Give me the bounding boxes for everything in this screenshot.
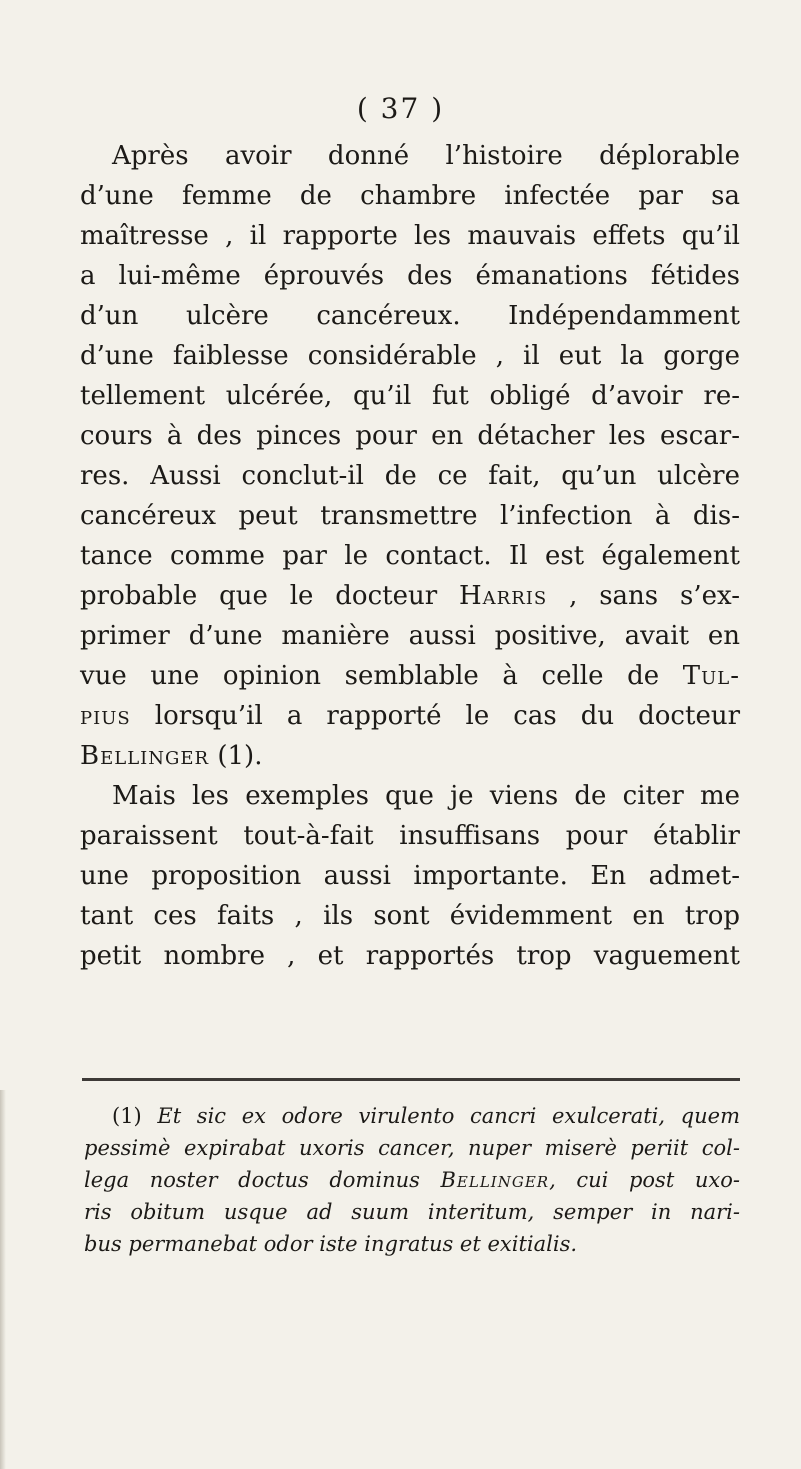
footnote-line: pessimè expirabat uxoris cancer, nuper miserè periit col-	[84, 1136, 740, 1160]
text-line: tellement ulcérée, qu’il fut obligé d’avoir re-	[80, 381, 740, 411]
text-line: maîtresse , il rapporte les mauvais effets qu’il	[80, 221, 740, 251]
text-line: a lui-même éprouvés des émanations fétides	[80, 261, 740, 291]
author-name-tulpius-cont: pius	[80, 701, 131, 731]
text-line: d’une femme de chambre infectée par sa	[80, 181, 740, 211]
author-name-tulpius: Tul-	[682, 661, 740, 691]
text-line	[80, 576, 740, 616]
footnote-line: ris obitum usque ad suum interitum, semper in nari-	[84, 1200, 740, 1224]
text-line: une proposition aussi importante. En admet-	[80, 861, 740, 891]
text-line	[80, 736, 740, 776]
author-name-bellinger: Bellinger	[80, 741, 210, 771]
author-name-harris: Harris	[459, 581, 548, 611]
footnote-segment: , cui post uxo-	[549, 1168, 740, 1192]
text-segment: , sans s’ex-	[547, 581, 740, 611]
text-line: res. Aussi conclut-il de ce fait, qu’un ulcère	[80, 461, 740, 491]
text-line: petit nombre , et rapportés trop vaguement	[80, 941, 740, 971]
footnote-line	[84, 1164, 740, 1196]
text-line	[80, 696, 740, 736]
footnote-marker: (1)	[112, 1104, 142, 1128]
footnote-divider	[82, 1078, 740, 1081]
page-edge-shadow	[0, 1090, 6, 1469]
text-line: d’une faiblesse considérable , il eut la gorge	[80, 341, 740, 371]
text-line: d’un ulcère cancéreux. Indépendamment	[80, 301, 740, 331]
footnote-line	[84, 1100, 740, 1132]
footnote	[84, 1100, 740, 1260]
text-segment: probable que le docteur	[80, 581, 459, 611]
text-line	[80, 656, 740, 696]
footnote-segment: Et sic ex odore virulento cancri exulcerati, quem	[141, 1104, 740, 1128]
text-segment: lorsqu’il a rapporté le cas du docteur	[130, 701, 740, 731]
text-line: primer d’une manière aussi positive, avait en	[80, 621, 740, 651]
text-line: tance comme par le contact. Il est également	[80, 541, 740, 571]
main-text	[80, 136, 740, 976]
footnote-segment: lega noster doctus dominus	[84, 1168, 441, 1192]
footnote-reference: (1).	[209, 741, 263, 771]
text-segment: vue une opinion semblable à celle de	[80, 661, 683, 691]
text-line: Après avoir donné l’histoire déplorable	[112, 141, 740, 171]
text-line: cours à des pinces pour en détacher les escar-	[80, 421, 740, 451]
text-line: Mais les exemples que je viens de citer me	[112, 781, 740, 811]
text-line: tant ces faits , ils sont évidemment en trop	[80, 901, 740, 931]
footnote-name-bellinger: Bellinger	[440, 1168, 550, 1192]
text-line: cancéreux peut transmettre l’infection à dis-	[80, 501, 740, 531]
text-line: paraissent tout-à-fait insuffisans pour établir	[80, 821, 740, 851]
footnote-line: bus permanebat odor iste ingratus et exitialis.	[84, 1232, 578, 1256]
page-number: ( 37 )	[356, 92, 445, 125]
